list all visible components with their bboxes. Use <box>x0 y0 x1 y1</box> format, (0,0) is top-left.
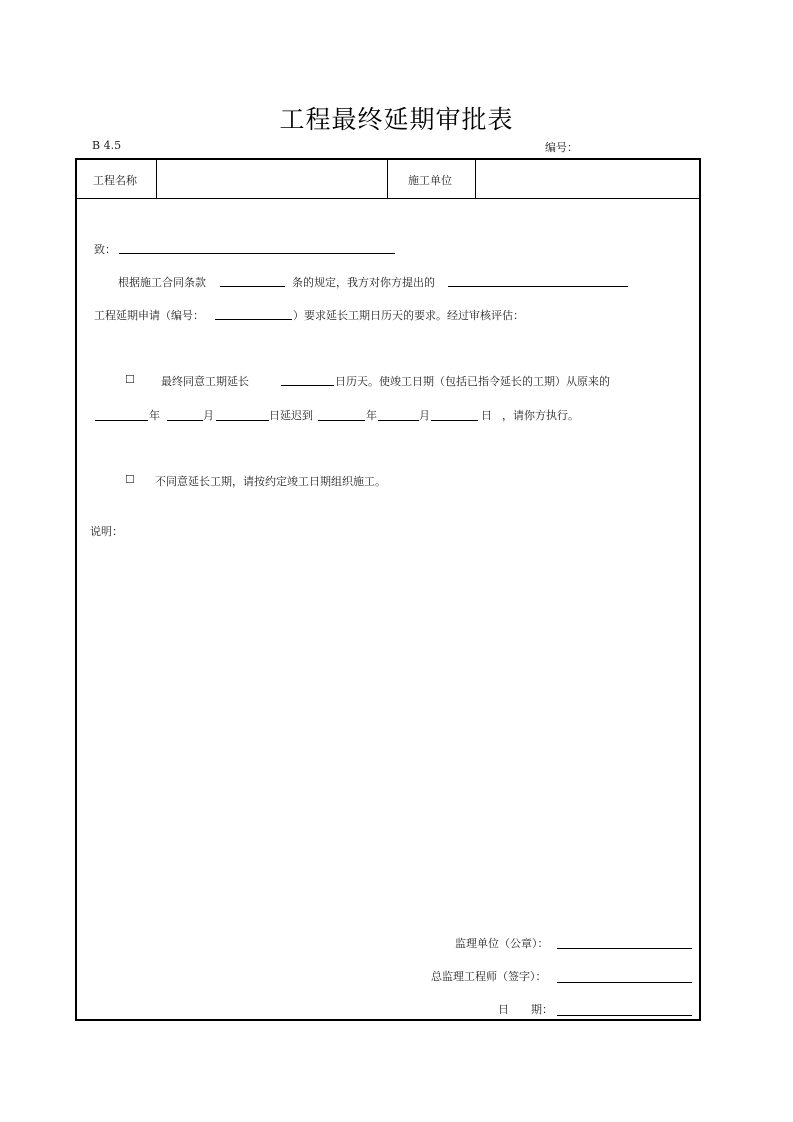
new-day-field[interactable] <box>431 420 478 421</box>
delay-to-label: 日延迟到 <box>269 409 313 422</box>
para1-middle: 条的规定，我方对你方提出的 <box>292 276 435 289</box>
supervisor-unit-field[interactable] <box>557 948 692 949</box>
para1-prefix: 根据施工合同条款 <box>118 276 206 289</box>
notes-field[interactable] <box>90 542 690 912</box>
para2-prefix: 工程延期申请（编号： <box>94 309 204 322</box>
option1-ending: ，请你方执行。 <box>502 409 579 422</box>
contractor-label: 施工单位 <box>408 174 452 187</box>
application-number-field[interactable] <box>215 319 292 320</box>
para2-suffix: ）要求延长工期日历天的要求。经过审核评估： <box>293 309 524 322</box>
proposed-item-field[interactable] <box>448 286 628 287</box>
date-field[interactable] <box>557 1015 692 1016</box>
option2-text: 不同意延长工期，请按约定竣工日期组织施工。 <box>155 475 386 488</box>
project-name-label: 工程名称 <box>93 174 137 187</box>
original-day-field[interactable] <box>216 420 269 421</box>
to-label: 致： <box>94 243 116 256</box>
contract-clause-field[interactable] <box>220 286 285 287</box>
month-label-1: 月 <box>203 409 214 422</box>
option1-text-suffix: 日历天。使竣工日期（包括已指令延长的工期）从原来的 <box>335 375 610 388</box>
month-label-2: 月 <box>419 409 430 422</box>
header-col-divider-2 <box>387 159 388 198</box>
header-col-divider-1 <box>156 159 157 198</box>
new-year-field[interactable] <box>318 420 365 421</box>
notes-label: 说明： <box>90 525 123 538</box>
to-field[interactable] <box>119 253 395 254</box>
agree-extension-checkbox[interactable]: ☐ <box>125 373 135 386</box>
new-month-field[interactable] <box>378 420 419 421</box>
form-code: B 4.5 <box>92 139 122 152</box>
day-label: 日 <box>481 409 492 422</box>
original-year-field[interactable] <box>95 420 148 421</box>
project-name-field[interactable] <box>160 162 384 195</box>
supervisor-unit-label: 监理单位（公章）： <box>455 937 549 950</box>
page-title: 工程最终延期审批表 <box>279 105 514 134</box>
year-label-1: 年 <box>149 409 160 422</box>
header-row-divider <box>76 198 699 199</box>
serial-number-label: 编号： <box>545 141 578 154</box>
chief-engineer-label: 总监理工程师（签字）： <box>431 970 547 983</box>
extension-days-field[interactable] <box>281 385 334 386</box>
chief-engineer-field[interactable] <box>557 982 692 983</box>
original-month-field[interactable] <box>167 420 203 421</box>
year-label-2: 年 <box>366 409 377 422</box>
date-label: 日 期： <box>498 1003 553 1016</box>
header-col-divider-3 <box>475 159 476 198</box>
reject-extension-checkbox[interactable]: ☐ <box>125 473 135 486</box>
contractor-field[interactable] <box>479 162 694 195</box>
option1-text-prefix: 最终同意工期延长 <box>161 375 249 388</box>
